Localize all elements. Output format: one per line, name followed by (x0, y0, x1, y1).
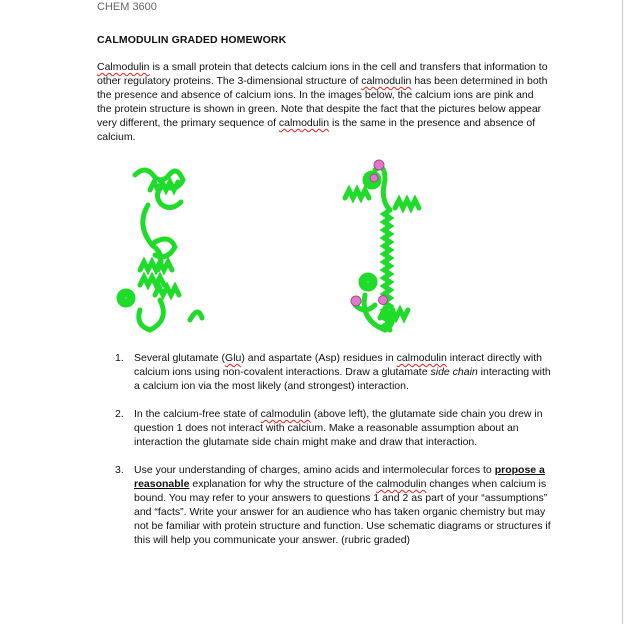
italic-text: side chain (430, 366, 478, 378)
intro-paragraph (97, 60, 549, 144)
question-3 (97, 463, 552, 547)
question-text: Use your understanding of charges, amino acids and intermolecular forces to (134, 464, 495, 476)
intro-text: is the same in the presence and absence of calcium. (97, 117, 536, 143)
calcium-ion (379, 296, 388, 305)
spellcheck-word[interactable]: calmodulin (396, 352, 447, 364)
emphasis-text: propose a reasonable (134, 464, 545, 490)
question-number: 1. (115, 352, 124, 364)
document-title: CALMODULIN GRADED HOMEWORK (97, 34, 287, 46)
question-text: (above left), the glutamate side chain you drew in question 1 does not interact with calcium. Make a reasonable assumption about an interaction the glutamate side chain might make and draw that interaction. (134, 408, 543, 448)
question-text: explanation for why the structure of the (189, 478, 377, 490)
question-number: 3. (115, 464, 124, 476)
spellcheck-word[interactable]: calmodulin (260, 408, 311, 420)
calcium-ion (351, 296, 361, 306)
page-edge (622, 0, 623, 624)
spellcheck-word[interactable]: calmodulin (361, 75, 412, 87)
question-text: ) and aspartate (Asp) residues in (241, 352, 397, 364)
spellcheck-word[interactable]: calmodulin (278, 117, 330, 129)
calcium-free-calmodulin-structure (119, 170, 202, 330)
question-text: Several glutamate ( (134, 352, 226, 364)
question-text: interacting with a calcium ion via the most likely (and strongest) interaction. (134, 366, 551, 392)
calcium-ion (374, 160, 384, 170)
question-list (97, 351, 552, 561)
spellcheck-word[interactable]: Calmodulin (97, 61, 150, 73)
intro-text: has been determined in both the presence and absence of calcium ions. In the images below, the calcium ions are pink and the protein structure is shown in green. Note that despite the fact that the pictures below appear very different, the primary sequence of (97, 75, 548, 129)
intro-text: is a small protein that detects calcium ions in the cell and transfers that information to other regulatory proteins. The 3-dimensional structure of (97, 61, 548, 87)
spellcheck-word[interactable]: calmodulin (376, 478, 427, 490)
calcium-ion (370, 174, 378, 182)
calmodulin-structures-figure (100, 150, 540, 345)
question-text: changes when calcium is bound. You may refer to your answers to questions 1 and 2 as part of your “assumptions” and “facts”. Write your answer for an audience who has taken organic chemistry but may not be familiar with protein structure and function. Use schematic diagrams or structures if this will help you communicate your answer. (rubric graded) (134, 478, 551, 546)
question-1 (97, 351, 552, 393)
spellcheck-word[interactable]: Glu (225, 352, 242, 364)
question-2 (97, 407, 552, 449)
question-text: In the calcium-free state of (134, 408, 261, 420)
question-number: 2. (115, 408, 124, 420)
question-text: interact directly with calcium ions using non-covalent interactions. Draw a glutamate (134, 352, 542, 378)
page-header: CHEM 3600 (97, 1, 157, 13)
